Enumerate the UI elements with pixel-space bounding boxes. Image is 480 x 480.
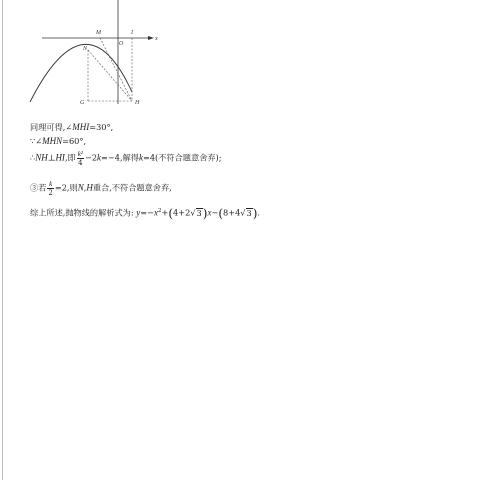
- radicand: 3: [246, 207, 252, 218]
- radicand: 3: [196, 207, 202, 218]
- var-x: x: [207, 207, 212, 218]
- sqrt-symbol: √: [240, 207, 246, 218]
- text: =30°,: [89, 122, 114, 132]
- parabola-curve: [30, 44, 132, 102]
- text: 重合,不符合题意舍弃,: [92, 182, 172, 193]
- text: 同理可得,∠: [30, 122, 73, 132]
- text: ,即: [64, 152, 76, 163]
- text: −: [211, 207, 219, 218]
- segment-hi: HI: [55, 152, 65, 163]
- solution-line-1: [30, 122, 113, 132]
- fraction-k-over-2: [47, 180, 53, 197]
- parabola-figure: [0, 0, 480, 120]
- label-n: N: [83, 46, 88, 52]
- label-h: H: [135, 100, 140, 106]
- text: ∵∠: [30, 136, 43, 146]
- text: ,: [83, 182, 87, 193]
- label-x: x: [155, 36, 158, 42]
- text: =2,则: [54, 182, 78, 193]
- text: 8+4: [223, 207, 241, 218]
- var-x: x: [153, 207, 158, 218]
- text: ③若: [30, 182, 47, 193]
- label-i: I: [131, 30, 133, 36]
- point-n: N: [77, 182, 84, 193]
- exponent: 2: [157, 208, 162, 214]
- solution-line-4: [30, 180, 172, 197]
- label-m: M: [96, 30, 101, 36]
- text: −2: [84, 152, 98, 163]
- paren-open: (: [218, 206, 223, 221]
- text: .: [257, 207, 261, 218]
- text: ∴: [30, 152, 36, 163]
- angle-mhi: MHI: [72, 122, 90, 132]
- denominator: 2: [48, 189, 53, 197]
- text: 综上所述,抛物线的解析式为:: [30, 207, 134, 218]
- sqrt-symbol: √: [190, 207, 196, 218]
- text: =4(不符合题意舍弃);: [142, 152, 222, 163]
- denominator: 4: [78, 159, 83, 167]
- paren-close: ): [202, 206, 208, 221]
- perp-symbol: ⊥: [47, 152, 56, 163]
- fraction-k2-over-4: [77, 150, 84, 167]
- text: =−: [140, 207, 154, 218]
- point-h: H: [86, 182, 93, 193]
- segment-nh: NH: [35, 152, 48, 163]
- solution-line-5: [30, 206, 260, 219]
- x-axis-arrow: [148, 36, 154, 40]
- text: =−4,解得: [101, 152, 139, 163]
- text: +: [161, 207, 169, 218]
- solution-line-2: [30, 136, 86, 146]
- angle-mhn: MHN: [42, 136, 63, 146]
- var-k: k: [138, 152, 143, 163]
- label-o: O: [119, 41, 124, 47]
- paren-open: (: [168, 206, 174, 221]
- label-g: G: [80, 100, 85, 106]
- paren-close: ): [252, 206, 258, 221]
- text: =60°,: [62, 136, 87, 146]
- numerator: k²: [77, 150, 83, 158]
- var-k: k: [97, 152, 102, 163]
- solution-line-3: [30, 150, 221, 167]
- text: 4+2: [173, 207, 191, 218]
- numerator: k: [49, 180, 53, 188]
- var-y: y: [136, 207, 141, 218]
